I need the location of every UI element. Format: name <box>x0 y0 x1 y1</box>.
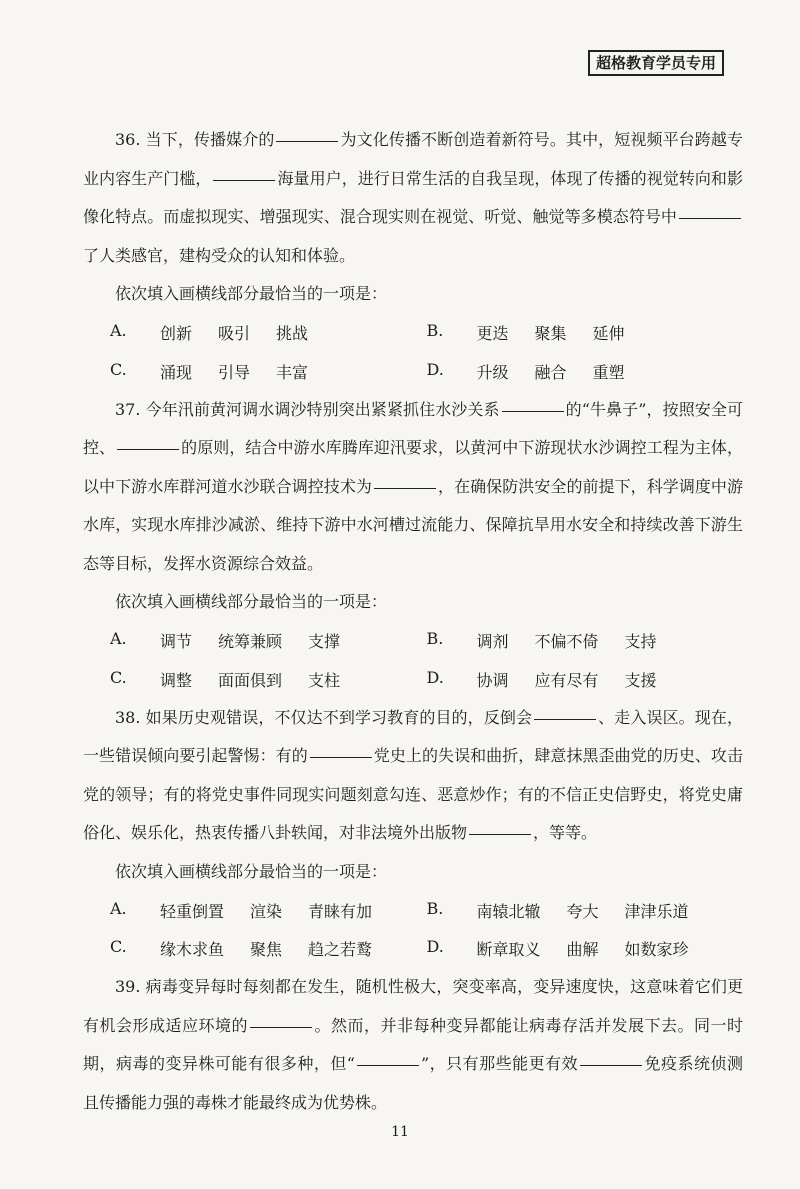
option-letter: D. <box>426 359 444 379</box>
option-d[interactable] <box>427 668 744 691</box>
blank <box>534 718 596 720</box>
option-word: 创新 <box>160 324 193 344</box>
blank <box>276 140 338 142</box>
option-letter: B. <box>426 629 444 649</box>
option-d[interactable] <box>427 937 744 960</box>
option-word: 引导 <box>218 362 251 382</box>
q38-text-1: 38. 如果历史观错误，不仅达不到学习教育的目的，反倒会 <box>115 707 533 727</box>
option-a[interactable] <box>110 321 427 344</box>
option-word: 青睐有加 <box>308 901 373 921</box>
q37-text-4: ，在确保防洪安全的前提下，科学调度中游水库，实现水库排沙减淤、维持下游中水河槽过流能力、保障抗旱用水安全和持续改善下游生态等目标，发挥水资源综合效益。 <box>83 476 743 573</box>
option-word: 涌现 <box>160 362 193 382</box>
option-word: 不偏不倚 <box>534 632 599 652</box>
option-letter: D. <box>426 937 444 957</box>
option-letter: A. <box>110 629 127 649</box>
blank <box>213 179 275 181</box>
option-word: 融合 <box>534 362 567 382</box>
option-word: 断章取义 <box>476 940 541 960</box>
option-d[interactable] <box>427 360 744 383</box>
option-word: 调整 <box>160 670 193 690</box>
blank <box>502 410 564 412</box>
question-38 <box>83 699 743 853</box>
option-word: 面面俱到 <box>218 670 283 690</box>
option-word: 丰富 <box>276 362 309 382</box>
option-word: 如数家珍 <box>624 940 689 960</box>
q38-options <box>83 891 743 968</box>
option-word: 聚集 <box>534 324 567 344</box>
q38-text-4: ，等等。 <box>533 823 598 842</box>
option-c[interactable] <box>110 360 427 383</box>
q37-text-3: 的原则，结合中游水库腾库迎汛要求，以黄河中下游现状水沙调控工程为主体，以中下游水库群河道水沙联合调控技术为 <box>83 438 743 496</box>
option-word: 缘木求鱼 <box>160 940 225 960</box>
option-word: 支撑 <box>308 632 341 652</box>
q39-text-1: 39. 病毒变异每时每刻都在发生，随机性极大，突变率高，变异速度快，这意味着它们更有机会形成适应环境的 <box>83 977 743 1035</box>
option-c[interactable] <box>110 937 427 960</box>
option-word: 夸大 <box>566 901 599 921</box>
option-word: 支援 <box>624 670 657 690</box>
q36-options <box>83 314 743 391</box>
blank <box>580 1064 642 1066</box>
option-letter: D. <box>426 667 444 687</box>
q37-text-1: 37. 今年汛前黄河调水调沙特别突出紧紧抓住水沙关系 <box>115 399 500 419</box>
blank <box>679 217 741 219</box>
blank <box>469 833 531 835</box>
option-word: 津津乐道 <box>624 901 689 921</box>
q38-prompt: 依次填入画横线部分最恰当的一项是： <box>115 861 388 881</box>
option-word: 南辕北辙 <box>476 901 541 921</box>
option-word: 挑战 <box>276 324 309 344</box>
q37-options <box>83 622 743 699</box>
option-word: 趋之若鹜 <box>308 940 373 960</box>
badge-student-use: 超格教育学员专用 <box>588 50 724 76</box>
option-c[interactable] <box>110 668 427 691</box>
option-word: 重塑 <box>592 362 625 382</box>
question-content <box>83 121 743 1122</box>
q36-text-3: 海量用户，进行日常生活的自我呈现，体现了传播的视觉转向和影像化特点。而虚拟现实、增强现实、混合现实则在视觉、听觉、触觉等多模态符号中 <box>83 168 743 226</box>
option-word: 支柱 <box>308 670 341 690</box>
q39-text-3: ”，只有那些能更有效 <box>421 1054 579 1073</box>
q37-text-2: 的“牛鼻子”，按照安全可控、 <box>83 399 743 457</box>
q37-prompt: 依次填入画横线部分最恰当的一项是： <box>115 592 388 611</box>
option-word: 渲染 <box>250 901 283 921</box>
option-word: 应有尽有 <box>534 670 599 690</box>
question-39 <box>83 968 743 1122</box>
option-letter: A. <box>110 321 127 341</box>
option-word: 延伸 <box>592 324 625 344</box>
blank <box>357 1064 419 1066</box>
option-word: 协调 <box>476 670 509 690</box>
option-b[interactable] <box>427 899 744 922</box>
option-word: 聚焦 <box>250 940 283 960</box>
option-letter: C. <box>110 667 127 687</box>
option-b[interactable] <box>427 629 744 652</box>
q36-text-2: 为文化传播不断创造着新符号。其中，短视频平台跨越专业内容生产门槛， <box>83 130 743 188</box>
option-word: 统筹兼顾 <box>218 632 283 652</box>
option-word: 更迭 <box>476 324 509 344</box>
question-36 <box>83 121 743 275</box>
q38-text-2: 、走入误区。现在，一些错误倾向要引起警惕：有的 <box>83 707 743 765</box>
option-a[interactable] <box>110 629 427 652</box>
option-word: 支持 <box>624 632 657 652</box>
blank <box>250 1026 312 1028</box>
blank <box>374 487 436 489</box>
option-letter: B. <box>426 321 444 341</box>
page-number: 11 <box>391 1124 409 1140</box>
option-word: 吸引 <box>218 324 251 344</box>
blank <box>310 756 372 758</box>
option-word: 轻重倒置 <box>160 901 225 921</box>
q39-text-2: 。然而，并非每种变异都能让病毒存活并发展下去。同一时期，病毒的变异株可能有很多种，但“ <box>83 1015 743 1073</box>
option-word: 调节 <box>160 632 193 652</box>
blank <box>117 448 179 450</box>
q36-text-4: 了人类感官，建构受众的认知和体验。 <box>83 245 356 265</box>
question-37 <box>83 391 743 584</box>
option-letter: B. <box>426 898 444 918</box>
option-letter: A. <box>110 898 127 918</box>
option-letter: C. <box>110 937 127 957</box>
q36-text-1: 36. 当下，传播媒介的 <box>115 130 275 149</box>
option-word: 曲解 <box>566 940 599 960</box>
q36-prompt: 依次填入画横线部分最恰当的一项是： <box>115 284 388 303</box>
option-b[interactable] <box>427 321 744 344</box>
option-letter: C. <box>110 359 127 379</box>
option-a[interactable] <box>110 899 427 922</box>
option-word: 升级 <box>476 362 509 382</box>
q39-text-4: 免疫系统侦测且传播能力强的毒株才能最终成为优势株。 <box>83 1054 743 1112</box>
q38-text-3: 党史上的失误和曲折，肆意抹黑歪曲党的历史、攻击党的领导；有的将党史事件同现实问题刻意勾连、恶意炒作；有的不信正史信野史，将党史庸俗化、娱乐化，热衷传播八卦轶闻，对非法境外出版物 <box>83 746 743 842</box>
option-word: 调剂 <box>476 632 509 652</box>
